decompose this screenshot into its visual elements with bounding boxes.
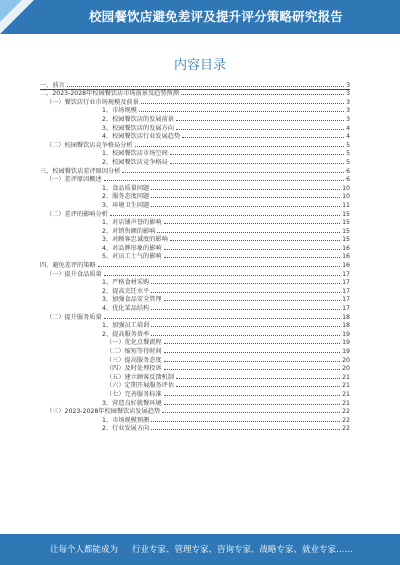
toc-entry-page: 3 [346, 81, 350, 89]
toc-leader-dots [122, 172, 344, 173]
toc-entry-page: 6 [346, 167, 350, 175]
toc-entry[interactable] [40, 218, 350, 227]
toc-entry-label: （二）校园餐饮店竞争格局分析 [46, 141, 133, 149]
toc-entry-page: 17 [342, 270, 350, 278]
toc-leader-dots [151, 197, 340, 198]
toc-entry-page: 4 [346, 133, 350, 141]
toc-leader-dots [151, 421, 340, 422]
toc-entry[interactable] [40, 97, 350, 106]
toc-entry-label: 1、加强员工培训 [102, 322, 150, 330]
toc-leader-dots [182, 137, 344, 138]
toc-entry-page: 10 [342, 193, 350, 201]
toc-entry-label: 二、2023-2028年校园餐饮店市场前景及趋势预测 [40, 90, 179, 98]
toc-entry-label: 2、提高烹饪水平 [102, 287, 150, 295]
toc-leader-dots [151, 326, 340, 327]
toc-entry-page: 15 [342, 210, 350, 218]
toc-leader-dots [151, 292, 340, 293]
toc-leader-dots [164, 300, 341, 301]
toc-leader-dots [164, 223, 341, 224]
toc-entry-label: 四、避免差评的策略 [40, 262, 96, 270]
toc-leader-dots [170, 154, 344, 155]
toc-leader-dots [151, 335, 340, 336]
toc-entry[interactable] [40, 424, 350, 433]
toc-entry-page: 11 [342, 201, 350, 209]
toc-entry-label: 2、行业发展方向 [102, 425, 150, 433]
toc-entry-page: 17 [342, 287, 350, 295]
toc-leader-dots [135, 146, 344, 147]
toc-entry-page: 5 [346, 158, 350, 166]
toc-leader-dots [164, 369, 340, 370]
toc-leader-dots [164, 352, 340, 353]
toc-entry-page: 16 [342, 253, 350, 261]
toc-entry[interactable] [40, 114, 350, 123]
toc-leader-dots [110, 215, 340, 216]
toc-entry-label: （一）提升食品质量 [46, 270, 102, 278]
toc-leader-dots [164, 361, 340, 362]
toc-entry[interactable] [40, 235, 350, 244]
toc-entry-page: 3 [346, 107, 350, 115]
toc-entry-label: （二）缩短等待时间 [106, 348, 162, 355]
toc-entry-label: （一）餐饮店行业市场规模及前景 [46, 98, 139, 106]
toc-entry-page: 18 [342, 313, 350, 321]
toc-leader-dots [170, 163, 344, 164]
toc-entry-label: 3、校园餐饮店的发展方向 [102, 124, 174, 132]
toc-entry-label: 5、对员工士气的影响 [102, 253, 162, 261]
toc-entry-label: （一）差评原因概述 [46, 176, 102, 184]
toc-entry-label: 2、提高服务效率 [102, 330, 150, 338]
toc-leader-dots [170, 240, 340, 241]
toc-entry-label: 3、对顾客忠诚度的影响 [102, 236, 168, 244]
toc-entry[interactable] [40, 106, 350, 115]
footer-bar [0, 534, 400, 565]
toc-entry-label: 3、营造良好就餐环境 [102, 399, 162, 407]
toc-entry-label: 1、严格食材采购 [102, 279, 150, 287]
toc-entry-label: 1、校园餐饮店市场空间 [102, 150, 168, 158]
toc-leader-dots [176, 129, 344, 130]
toc-leader-dots [151, 283, 340, 284]
toc-entry-page: 22 [342, 425, 350, 433]
toc-leader-dots [164, 343, 340, 344]
toc-entry[interactable] [40, 286, 350, 295]
toc-leader-dots [157, 232, 340, 233]
toc-entry-page: 17 [342, 279, 350, 287]
toc-entry[interactable] [40, 243, 350, 252]
toc-entry-label: 1、市场规模预测 [102, 416, 150, 424]
toc-entry[interactable] [40, 381, 350, 390]
toc-entry-page: 6 [346, 176, 350, 184]
toc-leader-dots [176, 386, 340, 387]
toc-entry-label: （三）提高服务态度 [106, 356, 162, 364]
toc-leader-dots [176, 120, 344, 121]
toc-heading: 内容目录 [173, 58, 226, 73]
toc-leader-dots [162, 412, 340, 413]
toc-entry[interactable] [40, 346, 350, 355]
toc-entry-page: 18 [342, 322, 350, 330]
header-bar [0, 0, 400, 34]
toc-entry-page: 21 [342, 382, 350, 390]
toc-leader-dots [151, 429, 340, 430]
toc-entry[interactable] [40, 364, 350, 373]
toc-entry-label: （六）定期开展服务评估 [106, 382, 175, 390]
toc-entry-page: 15 [342, 236, 350, 244]
toc-entry-label: 1、食品质量问题 [102, 184, 150, 192]
toc-leader-dots [164, 249, 341, 250]
toc-entry-page: 15 [342, 219, 350, 227]
toc-entry-label: （一）优化点餐流程 [106, 339, 162, 347]
toc-leader-dots [164, 404, 341, 405]
footer-slogan-right: 行业专家、管理专家、咨询专家、战略专家、就业专家…… [132, 545, 354, 555]
toc-entry-page: 22 [342, 416, 350, 424]
toc-entry-label: （五）建立顾客反馈机制 [106, 373, 175, 381]
toc-entry[interactable] [40, 149, 350, 158]
toc-entry-label: （七）完善服务标准 [106, 390, 162, 398]
toc-entry[interactable] [40, 338, 350, 347]
toc-leader-dots [151, 189, 340, 190]
toc-entry[interactable] [40, 389, 350, 398]
toc-entry-page: 17 [342, 305, 350, 313]
toc-leader-dots [104, 180, 344, 181]
toc-entry-page: 10 [342, 184, 350, 192]
toc-leader-dots [98, 266, 340, 267]
toc-entry[interactable] [40, 329, 350, 338]
toc-entry-page: 3 [346, 90, 350, 98]
toc-entry-page: 16 [342, 244, 350, 252]
toc-leader-dots [151, 309, 340, 310]
toc-leader-dots [176, 378, 340, 379]
toc-entry[interactable] [40, 269, 350, 278]
toc-entry-label: 3、加强食品安全管理 [102, 296, 162, 304]
toc-entry[interactable] [40, 175, 350, 184]
toc-entry-page: 21 [342, 390, 350, 398]
toc-entry-label: 1、对店铺声誉的影响 [102, 219, 162, 227]
toc-entry-label: （二）提升服务质量 [46, 313, 102, 321]
toc-entry[interactable] [40, 123, 350, 132]
table-of-contents [40, 80, 350, 432]
toc-entry[interactable] [40, 355, 350, 364]
toc-leader-dots [67, 86, 344, 87]
toc-entry[interactable] [40, 415, 350, 424]
toc-entry-page: 22 [342, 408, 350, 416]
toc-entry-page: 17 [342, 296, 350, 304]
toc-entry[interactable] [40, 312, 350, 321]
toc-entry-label: 1、市场规模 [102, 107, 137, 115]
toc-entry[interactable] [40, 278, 350, 287]
toc-entry[interactable] [40, 226, 350, 235]
toc-entry-label: 4、校园餐饮店行业发展趋势 [102, 133, 181, 141]
toc-entry-page: 19 [342, 339, 350, 347]
toc-entry-label: 4、优化菜品结构 [102, 305, 150, 313]
toc-entry-page: 4 [346, 124, 350, 132]
toc-entry-page: 3 [346, 115, 350, 123]
toc-entry-page: 19 [342, 348, 350, 355]
footer-slogan-left: 让每个人都能成为 [50, 545, 119, 555]
toc-entry[interactable] [40, 183, 350, 192]
toc-entry[interactable] [40, 407, 350, 416]
toc-entry-label: （四）及时处理投诉 [106, 365, 162, 373]
toc-leader-dots [141, 103, 344, 104]
toc-entry-label: 2、校园餐饮店的发展前景 [102, 115, 174, 123]
document-title: 校园餐饮店避免差评及提升评分策略研究报告 [88, 9, 343, 24]
toc-entry-page: 19 [342, 330, 350, 338]
toc-leader-dots [139, 111, 344, 112]
toc-entry[interactable] [40, 140, 350, 149]
toc-entry[interactable] [40, 372, 350, 381]
toc-entry-label: 2、校园餐饮店竞争格局 [102, 158, 168, 166]
toc-entry-page: 21 [342, 373, 350, 381]
toc-entry-label: （三）2023-2028年校园餐饮店发展趋势 [46, 408, 161, 416]
toc-entry-page: 20 [342, 356, 350, 364]
toc-entry[interactable] [40, 295, 350, 304]
toc-entry-page: 21 [342, 399, 350, 407]
toc-entry-label: （二）差评的影响分析 [46, 210, 108, 218]
toc-entry-label: 一、前言 [40, 81, 65, 89]
toc-leader-dots [164, 257, 341, 258]
toc-leader-dots [104, 275, 340, 276]
toc-entry-label: 3、环境卫生问题 [102, 201, 150, 209]
toc-entry-page: 3 [346, 98, 350, 106]
toc-entry-label: 2、服务态度问题 [102, 193, 150, 201]
toc-entry[interactable] [40, 209, 350, 218]
toc-leader-dots [181, 94, 344, 95]
toc-leader-dots [164, 395, 340, 396]
toc-leader-dots [104, 318, 340, 319]
toc-entry-page: 15 [342, 227, 350, 235]
toc-leader-dots [151, 206, 340, 207]
toc-entry-label: 4、对品牌形象的影响 [102, 244, 162, 252]
toc-entry-label: 2、对销售额的影响 [102, 227, 156, 235]
toc-entry-page: 5 [346, 150, 350, 158]
toc-entry[interactable] [40, 192, 350, 201]
toc-entry-label: 三、校园餐饮店差评原因分析 [40, 167, 121, 175]
header-corner-accent [0, 0, 22, 22]
toc-entry-page: 20 [342, 365, 350, 373]
toc-entry-page: 5 [346, 141, 350, 149]
toc-entry[interactable] [40, 321, 350, 330]
toc-entry-page: 16 [342, 262, 350, 270]
